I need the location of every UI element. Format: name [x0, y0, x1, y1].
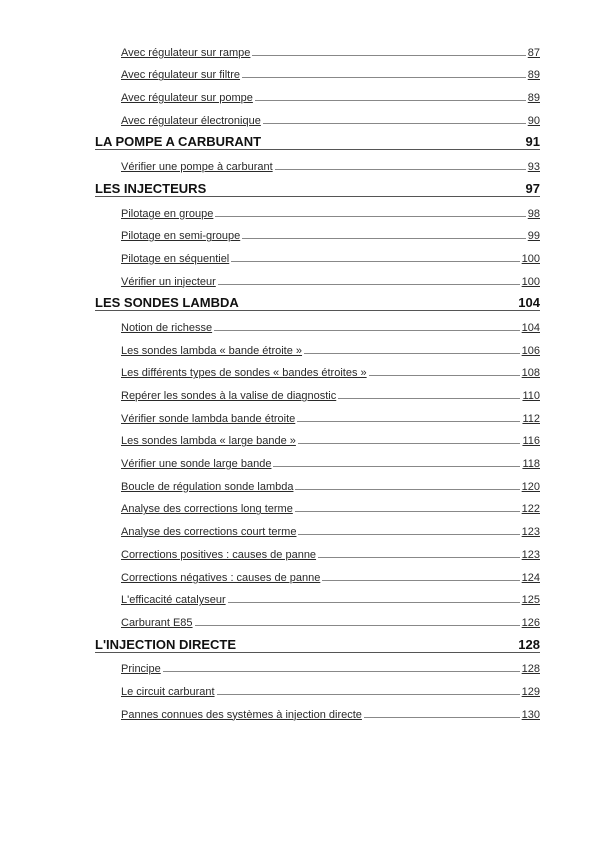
toc-entry-label: Boucle de régulation sonde lambda	[121, 480, 294, 493]
table-of-contents	[95, 36, 540, 721]
toc-leader-line	[304, 353, 520, 354]
toc-entry[interactable]	[95, 538, 540, 561]
toc-page-number: 108	[521, 367, 540, 380]
toc-leader-line	[231, 261, 519, 262]
toc-leader-line	[275, 169, 526, 170]
toc-page-number: 123	[521, 548, 540, 561]
toc-leader-line	[215, 216, 525, 217]
toc-page-number: 125	[521, 594, 540, 607]
toc-entry-label: Pannes connues des systèmes à injection directe	[121, 708, 362, 721]
toc-page-number: 91	[525, 134, 540, 150]
toc-page-number: 100	[521, 252, 540, 265]
toc-entry-label: Analyse des corrections long terme	[121, 503, 293, 516]
toc-entry[interactable]	[95, 425, 540, 448]
toc-entry[interactable]	[95, 606, 540, 629]
toc-entry-label: L'efficacité catalyseur	[121, 594, 226, 607]
toc-entry[interactable]	[95, 81, 540, 104]
toc-entry-label: Principe	[121, 663, 161, 676]
toc-leader-line	[217, 694, 520, 695]
toc-entry-label: LES SONDES LAMBDA	[95, 295, 239, 311]
toc-leader-line	[214, 330, 520, 331]
toc-section-heading	[95, 288, 540, 312]
toc-entry-label: Avec régulateur sur pompe	[121, 92, 253, 105]
toc-page-number: 97	[525, 180, 540, 196]
toc-entry-label: Le circuit carburant	[121, 685, 215, 698]
toc-page-number: 89	[527, 69, 540, 82]
toc-entry-label: LES INJECTEURS	[95, 180, 207, 196]
toc-leader-line	[263, 123, 526, 124]
toc-leader-line	[163, 671, 520, 672]
toc-entry-label: Corrections positives : causes de panne	[121, 548, 317, 561]
toc-page-number: 129	[521, 685, 540, 698]
toc-entry[interactable]	[95, 653, 540, 676]
toc-entry[interactable]	[95, 515, 540, 538]
toc-entry-label: Avec régulateur sur filtre	[121, 69, 241, 82]
toc-page-number: 90	[527, 114, 540, 127]
toc-entry[interactable]	[95, 447, 540, 470]
toc-leader-line	[295, 511, 520, 512]
toc-page-number: 100	[521, 275, 540, 288]
toc-entry[interactable]	[95, 561, 540, 584]
toc-entry-label: Avec régulateur électronique	[121, 114, 261, 127]
toc-page-number: 110	[522, 390, 540, 402]
toc-entry[interactable]	[95, 493, 540, 516]
toc-leader-line	[228, 602, 520, 603]
toc-entry[interactable]	[95, 584, 540, 607]
toc-entry-label: Avec régulateur sur rampe	[121, 46, 251, 59]
toc-page-number: 89	[527, 92, 540, 105]
toc-entry-label: Pilotage en groupe	[121, 207, 214, 220]
toc-entry[interactable]	[95, 220, 540, 243]
toc-entry-label: Vérifier un injecteur	[121, 275, 216, 288]
toc-entry[interactable]	[95, 197, 540, 220]
toc-page-number: 118	[522, 458, 540, 471]
toc-page-number: 116	[522, 435, 540, 448]
toc-entry[interactable]	[95, 334, 540, 357]
toc-page-number: 104	[521, 321, 540, 334]
toc-entry-label: LA POMPE A CARBURANT	[95, 134, 262, 150]
toc-entry-label: Analyse des corrections court terme	[121, 526, 297, 539]
toc-leader-line	[322, 580, 519, 581]
toc-leader-line	[369, 375, 520, 376]
toc-leader-line	[255, 100, 526, 101]
toc-section-heading	[95, 127, 540, 151]
toc-page-number: 93	[527, 161, 540, 174]
toc-page-number: 104	[518, 295, 540, 311]
toc-entry-label: Les sondes lambda « bande étroite »	[121, 344, 303, 357]
toc-leader-line	[273, 466, 520, 467]
toc-page-number: 124	[521, 571, 540, 584]
toc-leader-line	[338, 398, 520, 399]
toc-entry-label: Carburant E85	[121, 616, 193, 629]
toc-entry[interactable]	[95, 311, 540, 334]
toc-page-number: 98	[527, 207, 540, 220]
toc-entry-label: Pilotage en semi-groupe	[121, 230, 241, 243]
toc-leader-line	[298, 443, 521, 444]
toc-page-number: 122	[521, 503, 540, 516]
toc-leader-line	[298, 534, 519, 535]
toc-entry[interactable]	[95, 265, 540, 288]
toc-entry[interactable]	[95, 470, 540, 493]
toc-leader-line	[318, 557, 520, 558]
toc-page-number: 130	[521, 708, 540, 721]
toc-section-heading	[95, 629, 540, 653]
toc-entry-label: Vérifier une pompe à carburant	[121, 161, 273, 174]
toc-leader-line	[218, 284, 520, 285]
toc-entry[interactable]	[95, 104, 540, 127]
toc-entry[interactable]	[95, 698, 540, 721]
toc-section-heading	[95, 173, 540, 197]
toc-entry-label: Vérifier sonde lambda bande étroite	[121, 412, 296, 425]
toc-entry-label: Pilotage en séquentiel	[121, 252, 230, 265]
toc-entry[interactable]	[95, 357, 540, 380]
toc-page-number: 106	[521, 344, 540, 357]
toc-entry[interactable]	[95, 675, 540, 698]
toc-page-number: 123	[521, 526, 540, 539]
toc-leader-line	[242, 77, 526, 78]
toc-page-number: 128	[518, 636, 540, 652]
toc-page-number: 120	[521, 480, 540, 493]
toc-leader-line	[195, 625, 520, 626]
toc-page-number: 126	[521, 616, 540, 629]
toc-entry[interactable]	[95, 242, 540, 265]
toc-entry-label: Les différents types de sondes « bandes étroites »	[121, 367, 367, 380]
toc-leader-line	[297, 421, 520, 422]
toc-entry-label: Repérer les sondes à la valise de diagnostic	[121, 390, 337, 402]
toc-entry-label: Les sondes lambda « large bande »	[121, 435, 296, 448]
toc-entry[interactable]	[95, 379, 540, 402]
toc-leader-line	[295, 489, 519, 490]
toc-page-number: 128	[521, 663, 540, 676]
toc-page-number: 112	[522, 412, 540, 425]
toc-page-number: 99	[527, 230, 540, 243]
toc-leader-line	[364, 717, 520, 718]
toc-entry-label: L'INJECTION DIRECTE	[95, 636, 237, 652]
toc-entry[interactable]	[95, 59, 540, 82]
toc-entry[interactable]	[95, 150, 540, 173]
toc-leader-line	[242, 238, 526, 239]
toc-entry-label: Notion de richesse	[121, 321, 213, 334]
toc-page-number: 87	[527, 46, 540, 59]
toc-entry[interactable]	[95, 402, 540, 425]
toc-entry-label: Vérifier une sonde large bande	[121, 458, 272, 471]
toc-entry-label: Corrections négatives : causes de panne	[121, 571, 321, 584]
toc-entry[interactable]	[95, 36, 540, 59]
toc-leader-line	[252, 55, 525, 56]
